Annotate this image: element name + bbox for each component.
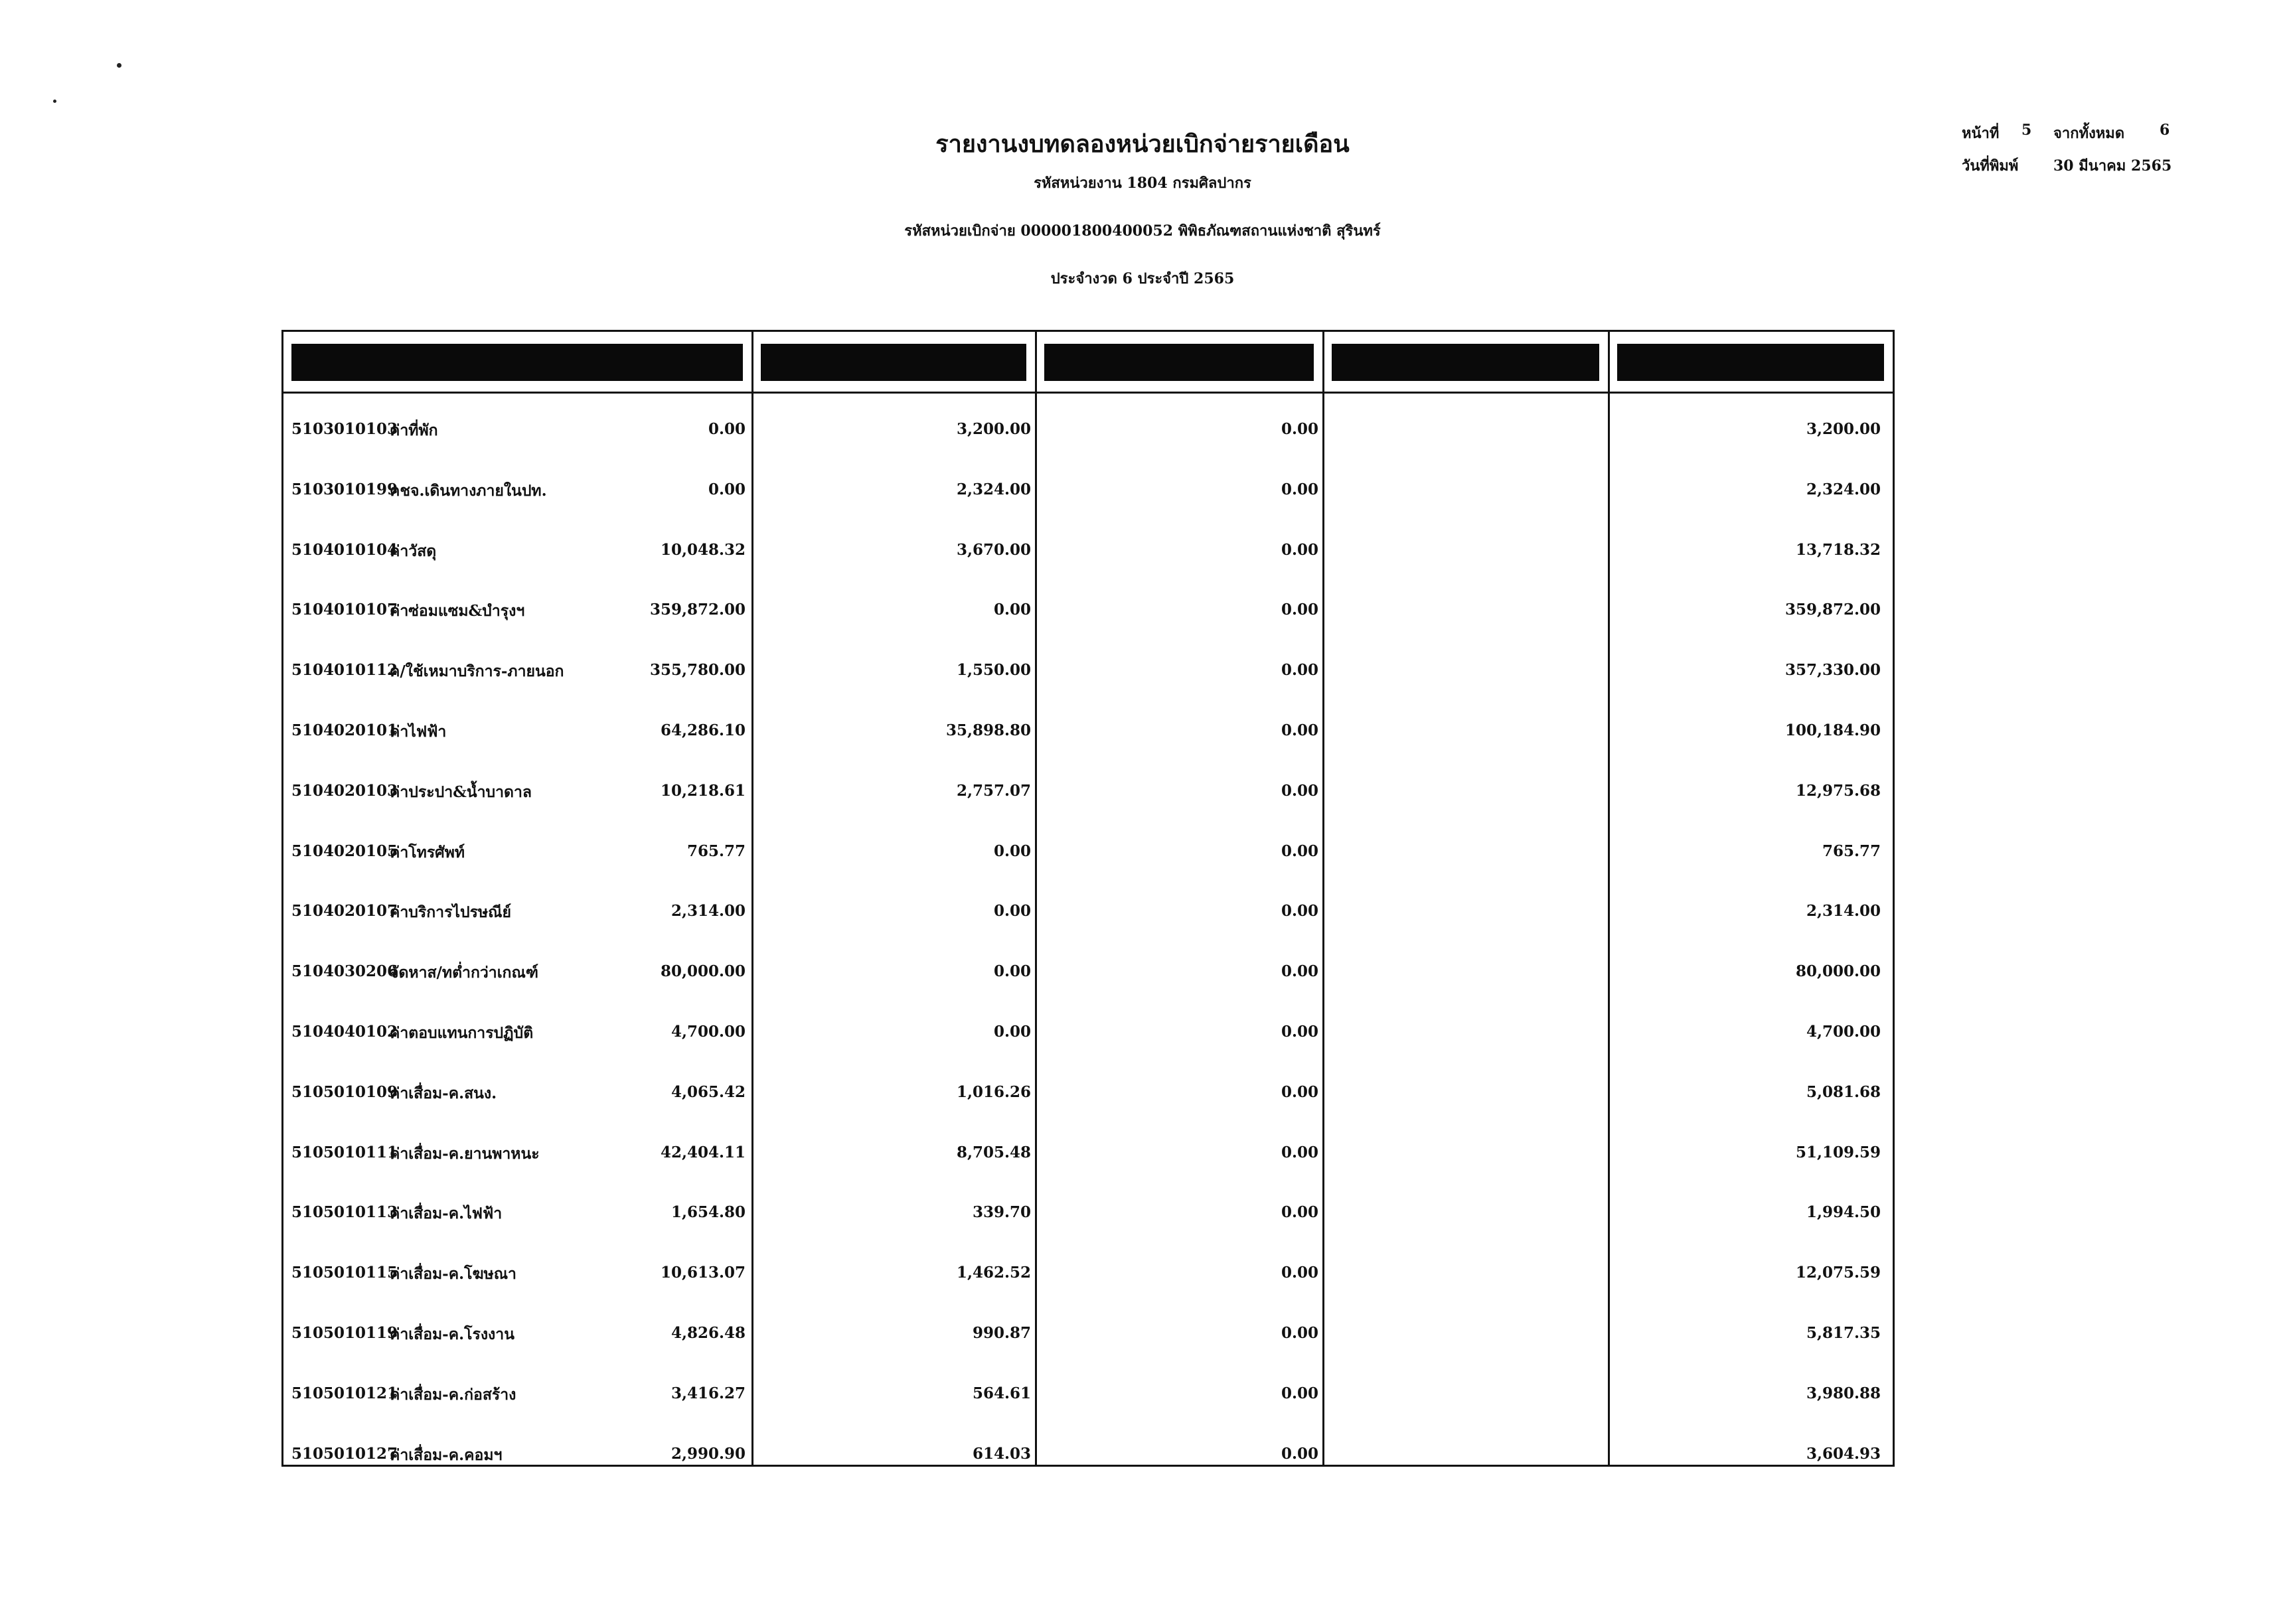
brought-forward-value: 4,826.48 <box>670 1324 746 1342</box>
balance-value: 80,000.00 <box>1795 962 1881 980</box>
account-code: 5103010199 <box>291 480 398 498</box>
debit-value: 0.00 <box>993 842 1031 860</box>
brought-forward-value: 10,048.32 <box>660 541 746 559</box>
account-name: ค่าเสื่อม-ค.คอมฯ <box>390 1446 503 1464</box>
balance-value: 765.77 <box>1822 842 1881 860</box>
credit-value: 0.00 <box>1281 962 1318 980</box>
debit-value: 8,705.48 <box>956 1144 1031 1161</box>
credit-value: 0.00 <box>1281 601 1318 619</box>
account-code: 5104020105 <box>291 842 398 860</box>
brought-forward-value: 4,065.42 <box>670 1083 746 1101</box>
table-row <box>283 782 1893 808</box>
debit-value: 35,898.80 <box>945 721 1031 739</box>
brought-forward-value: 359,872.00 <box>649 601 746 619</box>
account-name: ค่าเสื่อม-ค.โรงงาน <box>390 1325 514 1343</box>
account-code: 5105010119 <box>291 1324 398 1342</box>
brought-forward-value: 10,613.07 <box>660 1264 746 1282</box>
header-cell-balance <box>1617 344 1884 381</box>
account-name: ค่าวัสดุ <box>390 542 437 560</box>
credit-value: 0.00 <box>1281 1083 1318 1101</box>
brought-forward-value: 10,218.61 <box>660 782 746 800</box>
table-row <box>283 1324 1893 1351</box>
brought-forward-value: 80,000.00 <box>660 962 746 980</box>
balance-value: 2,314.00 <box>1806 902 1881 920</box>
debit-value: 1,550.00 <box>956 661 1031 679</box>
brought-forward-value: 355,780.00 <box>649 661 746 679</box>
header-cell-debit <box>1044 344 1314 381</box>
header-divider <box>283 392 1893 394</box>
credit-value: 0.00 <box>1281 661 1318 679</box>
debit-value: 0.00 <box>993 902 1031 920</box>
brought-forward-value: 2,314.00 <box>670 902 746 920</box>
table-row <box>283 1083 1893 1110</box>
brought-forward-value: 1,654.80 <box>670 1203 746 1221</box>
brought-forward-value: 0.00 <box>708 480 746 498</box>
account-name: ค่าซ่อมแซม&บำรุงฯ <box>390 602 525 620</box>
print-date-label: วันที่พิมพ์ <box>1962 157 2019 175</box>
debit-value: 3,670.00 <box>956 541 1031 559</box>
balance-value: 12,075.59 <box>1795 1264 1881 1282</box>
balance-value: 3,604.93 <box>1806 1445 1881 1463</box>
account-name: ค่าตอบแทนการปฏิบัติ <box>390 1024 534 1042</box>
debit-value: 990.87 <box>972 1324 1031 1342</box>
account-name: ค่าบริการไปรษณีย์ <box>390 903 511 921</box>
account-name: ค่าเสื่อม-ค.ยานพาหนะ <box>390 1145 540 1163</box>
credit-value: 0.00 <box>1281 541 1318 559</box>
credit-value: 0.00 <box>1281 1384 1318 1402</box>
brought-forward-value: 42,404.11 <box>660 1144 746 1161</box>
account-code: 5104020101 <box>291 721 398 739</box>
account-name: ค่าโทรศัพท์ <box>390 844 465 861</box>
credit-value: 0.00 <box>1281 1264 1318 1282</box>
account-code: 5105010115 <box>291 1264 398 1282</box>
account-name: จัดหาส/ทต่ำกว่าเกณฑ์ <box>390 964 538 982</box>
credit-value: 0.00 <box>1281 782 1318 800</box>
period-line: ประจำงวด 6 ประจำปี 2565 <box>1050 270 1235 287</box>
credit-value: 0.00 <box>1281 1203 1318 1221</box>
brought-forward-value: 4,700.00 <box>670 1023 746 1041</box>
account-name: ค่าเสื่อม-ค.ไฟฟ้า <box>390 1205 503 1222</box>
account-name: ค่าที่พัก <box>390 421 438 439</box>
scan-speck <box>53 100 56 103</box>
disbursement-unit-line: รหัสหน่วยเบิกจ่าย 000001800400052 พิพิธภัณฑสถานแห่งชาติ สุรินทร์ <box>904 222 1381 240</box>
table-row <box>283 1264 1893 1290</box>
balance-value: 5,817.35 <box>1806 1324 1881 1342</box>
account-code: 5104030206 <box>291 962 398 980</box>
credit-value: 0.00 <box>1281 842 1318 860</box>
debit-value: 3,200.00 <box>956 420 1031 438</box>
table-row <box>283 962 1893 989</box>
debit-value: 2,324.00 <box>956 480 1031 498</box>
table-row <box>283 842 1893 869</box>
brought-forward-value: 64,286.10 <box>660 721 746 739</box>
balance-value: 4,700.00 <box>1806 1023 1881 1041</box>
account-code: 5105010127 <box>291 1445 398 1463</box>
account-name: ค/ใช้เหมาบริการ-ภายนอก <box>390 662 564 680</box>
balance-value: 100,184.90 <box>1784 721 1881 739</box>
brought-forward-value: 765.77 <box>686 842 746 860</box>
credit-value: 0.00 <box>1281 1144 1318 1161</box>
page-label: หน้าที่ <box>1962 125 2000 142</box>
total-pages: 6 <box>2160 121 2170 139</box>
account-name: ค่าเสื่อม-ค.สนง. <box>390 1084 497 1102</box>
account-name: ค่าประปา&น้ำบาดาล <box>390 783 532 801</box>
balance-value: 3,200.00 <box>1806 420 1881 438</box>
header-cell-brought-forward <box>761 344 1026 381</box>
balance-value: 5,081.68 <box>1806 1083 1881 1101</box>
agency-line: รหัสหน่วยงาน 1804 กรมศิลปากร <box>1034 175 1251 192</box>
credit-value: 0.00 <box>1281 902 1318 920</box>
table-row <box>283 1144 1893 1170</box>
table-row <box>283 902 1893 928</box>
brought-forward-value: 2,990.90 <box>670 1445 746 1463</box>
header-cell-account <box>291 344 743 381</box>
credit-value: 0.00 <box>1281 1324 1318 1342</box>
balance-value: 3,980.88 <box>1806 1384 1881 1402</box>
account-name: ค่าไฟฟ้า <box>390 723 447 741</box>
credit-value: 0.00 <box>1281 1445 1318 1463</box>
account-code: 5105010121 <box>291 1384 398 1402</box>
table-row <box>283 1023 1893 1049</box>
account-code: 5105010113 <box>291 1203 398 1221</box>
account-code: 5104010104 <box>291 541 398 559</box>
table-row <box>283 721 1893 748</box>
credit-value: 0.00 <box>1281 480 1318 498</box>
account-name: คชจ.เดินทางภายในปท. <box>390 482 547 500</box>
credit-value: 0.00 <box>1281 1023 1318 1041</box>
table-row <box>283 1203 1893 1230</box>
account-code: 5104010112 <box>291 661 398 679</box>
account-code: 5104010107 <box>291 601 398 619</box>
table-row <box>283 480 1893 507</box>
total-pages-label: จากทั้งหมด <box>2053 125 2125 142</box>
balance-value: 357,330.00 <box>1784 661 1881 679</box>
trial-balance-table <box>281 330 1895 1467</box>
account-code: 5103010103 <box>291 420 398 438</box>
account-code: 5104040102 <box>291 1023 398 1041</box>
header-cell-credit <box>1332 344 1599 381</box>
debit-value: 0.00 <box>993 601 1031 619</box>
credit-value: 0.00 <box>1281 721 1318 739</box>
debit-value: 0.00 <box>993 962 1031 980</box>
brought-forward-value: 3,416.27 <box>670 1384 746 1402</box>
account-name: ค่าเสื่อม-ค.ก่อสร้าง <box>390 1386 516 1404</box>
balance-value: 13,718.32 <box>1795 541 1881 559</box>
balance-value: 12,975.68 <box>1795 782 1881 800</box>
balance-value: 51,109.59 <box>1795 1144 1881 1161</box>
page-number: 5 <box>2021 121 2032 139</box>
debit-value: 2,757.07 <box>956 782 1031 800</box>
balance-value: 1,994.50 <box>1806 1203 1881 1221</box>
scan-speck <box>117 63 121 68</box>
account-code: 5105010111 <box>291 1144 398 1161</box>
table-row <box>283 661 1893 688</box>
balance-value: 2,324.00 <box>1806 480 1881 498</box>
balance-value: 359,872.00 <box>1784 601 1881 619</box>
debit-value: 339.70 <box>972 1203 1031 1221</box>
account-name: ค่าเสื่อม-ค.โฆษณา <box>390 1265 516 1283</box>
credit-value: 0.00 <box>1281 420 1318 438</box>
account-code: 5104020107 <box>291 902 398 920</box>
table-row <box>283 420 1893 447</box>
debit-value: 1,016.26 <box>956 1083 1031 1101</box>
report-title: รายงานงบทดลองหน่วยเบิกจ่ายรายเดือน <box>935 130 1350 158</box>
table-row <box>283 601 1893 627</box>
table-row <box>283 1384 1893 1411</box>
print-date: 30 มีนาคม 2565 <box>2053 157 2172 175</box>
debit-value: 1,462.52 <box>956 1264 1031 1282</box>
table-row <box>283 541 1893 567</box>
debit-value: 564.61 <box>972 1384 1031 1402</box>
debit-value: 614.03 <box>972 1445 1031 1463</box>
brought-forward-value: 0.00 <box>708 420 746 438</box>
table-row <box>283 1445 1893 1471</box>
account-code: 5105010109 <box>291 1083 398 1101</box>
debit-value: 0.00 <box>993 1023 1031 1041</box>
account-code: 5104020103 <box>291 782 398 800</box>
